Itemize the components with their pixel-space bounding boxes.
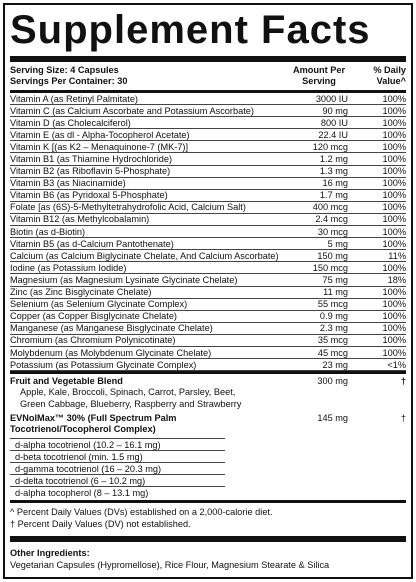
nutrient-dv: 100% [382, 335, 406, 346]
servings-per-container: Servings Per Container: 30 [10, 76, 128, 86]
nutrient-row [10, 359, 406, 371]
amount-header [284, 65, 354, 87]
nutrient-row [10, 190, 406, 202]
nutrient-dv: 100% [382, 311, 406, 322]
nutrient-amount: 800 IU [320, 117, 348, 128]
nutrient-row [10, 323, 406, 335]
dv-header-line2: Value^ [376, 76, 406, 86]
nutrient-table [10, 93, 406, 371]
nutrient-dv: 100% [382, 299, 406, 310]
blend-ingredients-line1: Apple, Kale, Broccoli, Spinach, Carrot, Parsley, Beet, [20, 387, 236, 398]
nutrient-dv: 100% [382, 226, 406, 237]
blend-amount: 300 mg [317, 376, 348, 387]
nutrient-row [10, 105, 406, 117]
nutrient-amount: 1.2 mg [319, 154, 348, 165]
serving-header [10, 62, 406, 90]
nutrient-name: Vitamin B6 (as Pyridoxal 5-Phosphate) [10, 190, 168, 201]
nutrient-name: Vitamin B12 (as Methylcobalamin) [10, 214, 150, 225]
blend-header [10, 376, 406, 387]
blend-dv: † [400, 376, 406, 387]
nutrient-amount: 45 mcg [317, 347, 348, 358]
nutrient-dv: 100% [382, 323, 406, 334]
nutrient-name: Chromium (as Chromium Polynicotinate) [10, 335, 176, 346]
nutrient-amount: 3000 IU [315, 93, 348, 104]
nutrient-dv: 100% [382, 141, 406, 152]
nutrient-row [10, 287, 406, 299]
nutrient-name: Folate [as (6S)-5-Methyltetrahydrofolic Acid, Calcium Salt) [10, 202, 246, 213]
nutrient-name: Magnesium (as Magnesium Lysinate Glycinate Chelate) [10, 274, 238, 285]
blend-name: Fruit and Vegetable Blend [10, 376, 123, 387]
nutrient-amount: 2.3 mg [319, 323, 348, 334]
nutrient-row [10, 93, 406, 105]
nutrient-amount: 11 mg [323, 287, 348, 298]
dv-header-line1: % Daily [373, 65, 406, 75]
nutrient-row [10, 129, 406, 141]
nutrient-name: Biotin (as d-Biotin) [10, 226, 86, 237]
nutrient-amount: 16 mg [322, 178, 348, 189]
nutrient-amount: 30 mcg [317, 226, 348, 237]
panel-title: Supplement Facts [10, 8, 371, 52]
supplement-facts-panel [3, 3, 413, 579]
nutrient-row [10, 311, 406, 323]
nutrient-name: Vitamin A (as Retinyl Palmitate) [10, 93, 138, 104]
nutrient-amount: 150 mg [317, 250, 348, 261]
blend-values [286, 376, 406, 387]
nutrient-dv: 18% [387, 274, 406, 285]
other-ingredients-label: Other Ingredients: [10, 547, 90, 558]
nutrient-dv: 100% [382, 105, 406, 116]
nutrient-dv: 100% [382, 287, 406, 298]
nutrient-dv: 100% [382, 262, 406, 273]
nutrient-row [10, 202, 406, 214]
blend-ingredients-line2: Green Cabbage, Blueberry, Raspberry and Strawberry [20, 398, 242, 409]
nutrient-dv: 11% [388, 250, 406, 261]
nutrient-dv: 100% [382, 154, 406, 165]
nutrient-name: Vitamin B1 (as Thiamine Hydrochloride) [10, 154, 173, 165]
evnol-dv: † [400, 412, 406, 423]
amount-header-line2: Serving [302, 76, 336, 86]
nutrient-row [10, 214, 406, 226]
nutrient-row [10, 178, 406, 190]
tocotrienol-component: d-beta tocotrienol (min. 1.5 mg) [10, 450, 225, 462]
footnote-not-established: † Percent Daily Values (DV) not established. [10, 518, 191, 529]
nutrient-name: Zinc (as Zinc Bisglycinate Chelate) [10, 287, 152, 298]
evnol-name-line2: Tocotrienol/Tocopherol Complex) [10, 424, 156, 435]
other-ingredients [10, 542, 406, 571]
nutrient-amount: 35 mcg [317, 335, 348, 346]
nutrient-amount: 23 mg [322, 359, 348, 370]
fruit-vegetable-blend [10, 374, 406, 410]
nutrient-name: Selenium (as Selenium Glycinate Complex) [10, 299, 188, 310]
nutrient-dv: <1% [387, 359, 406, 370]
evnol-section [10, 410, 406, 499]
nutrient-amount: 0.9 mg [319, 311, 348, 322]
nutrient-dv: 100% [382, 93, 406, 104]
nutrient-dv: 100% [382, 190, 406, 201]
tocotrienol-component: d-delta tocotrienol (6 – 10.2 mg) [10, 474, 225, 486]
nutrient-name: Copper (as Copper Bisglycinate Chelate) [10, 311, 177, 322]
nutrient-name: Vitamin K [(as K2 – Menaquinone-7 (MK-7)] [10, 141, 189, 152]
nutrient-dv: 100% [382, 202, 406, 213]
nutrient-row [10, 274, 406, 286]
nutrient-dv: 100% [382, 347, 406, 358]
nutrient-name: Vitamin C (as Calcium Ascorbate and Potassium Ascorbate) [10, 105, 254, 116]
nutrient-name: Manganese (as Manganese Bisglycinate Chelate) [10, 323, 213, 334]
nutrient-name: Molybdenum (as Molybdenum Glycinate Chelate) [10, 347, 212, 358]
nutrient-row [10, 335, 406, 347]
evnol-header [10, 413, 406, 424]
evnol-name-line1: EVNolMax™ 30% (Full Spectrum Palm [10, 412, 177, 423]
nutrient-row [10, 153, 406, 165]
tocotrienol-component: d-alpha tocopherol (8 – 13.1 mg) [10, 486, 225, 498]
evnol-values [286, 413, 406, 424]
nutrient-amount: 22.4 IU [318, 129, 348, 140]
nutrient-name: Iodine (as Potassium Iodide) [10, 262, 127, 273]
nutrient-row [10, 226, 406, 238]
nutrient-name: Vitamin E (as dl - Alpha-Tocopherol Acetate) [10, 129, 190, 140]
footnotes [10, 503, 406, 530]
nutrient-dv: 100% [382, 214, 406, 225]
evnol-components [10, 438, 406, 499]
nutrient-dv: 100% [382, 166, 406, 177]
other-ingredients-text: Vegetarian Capsules (Hypromellose), Rice Flour, Magnesium Stearate & Silica [10, 559, 330, 570]
evnol-amount: 145 mg [317, 412, 348, 423]
dv-header [354, 65, 406, 87]
tocotrienol-component: d-alpha tocotrienol (10.2 – 16.1 mg) [10, 438, 225, 450]
footnote-dv: ^ Percent Daily Values (DVs) established on a 2,000-calorie diet. [10, 506, 273, 517]
nutrient-name: Vitamin B3 (as Niacinamide) [10, 178, 126, 189]
nutrient-amount: 75 mg [322, 274, 348, 285]
nutrient-name: Vitamin B5 (as d-Calcium Pantothenate) [10, 238, 174, 249]
nutrient-amount: 400 mcg [312, 202, 348, 213]
amount-header-line1: Amount Per [292, 65, 346, 75]
nutrient-dv: 100% [382, 117, 406, 128]
nutrient-row [10, 347, 406, 359]
serving-info [10, 65, 127, 87]
nutrient-dv: 100% [382, 129, 406, 140]
column-headers [284, 65, 406, 87]
nutrient-name: Potassium (as Potassium Glycinate Complex) [10, 359, 197, 370]
nutrient-row [10, 262, 406, 274]
nutrient-amount: 150 mcg [312, 262, 348, 273]
nutrient-name: Calcium (as Calcium Biglycinate Chelate, And Calcium Ascorbate) [10, 250, 279, 261]
nutrient-amount: 90 mg [322, 105, 348, 116]
nutrient-row [10, 250, 406, 262]
nutrient-dv: 100% [382, 178, 406, 189]
nutrient-dv: 100% [382, 238, 406, 249]
nutrient-row [10, 117, 406, 129]
nutrient-row [10, 166, 406, 178]
nutrient-amount: 5 mg [327, 238, 348, 249]
evnol-name-line2-row [10, 424, 406, 435]
tocotrienol-component: d-gamma tocotrienol (16 – 20.3 mg) [10, 462, 225, 474]
nutrient-amount: 120 mcg [312, 141, 348, 152]
nutrient-row [10, 141, 406, 153]
nutrient-amount: 55 mcg [317, 299, 348, 310]
nutrient-amount: 1.7 mg [319, 190, 348, 201]
nutrient-row [10, 299, 406, 311]
nutrient-row [10, 238, 406, 250]
nutrient-amount: 1.3 mg [319, 166, 348, 177]
nutrient-amount: 2.4 mcg [315, 214, 348, 225]
nutrient-name: Vitamin B2 (as Riboflavin 5-Phosphate) [10, 166, 171, 177]
nutrient-name: Vitamin D (as Cholecalciferol) [10, 117, 131, 128]
serving-size: Serving Size: 4 Capsules [10, 65, 119, 75]
